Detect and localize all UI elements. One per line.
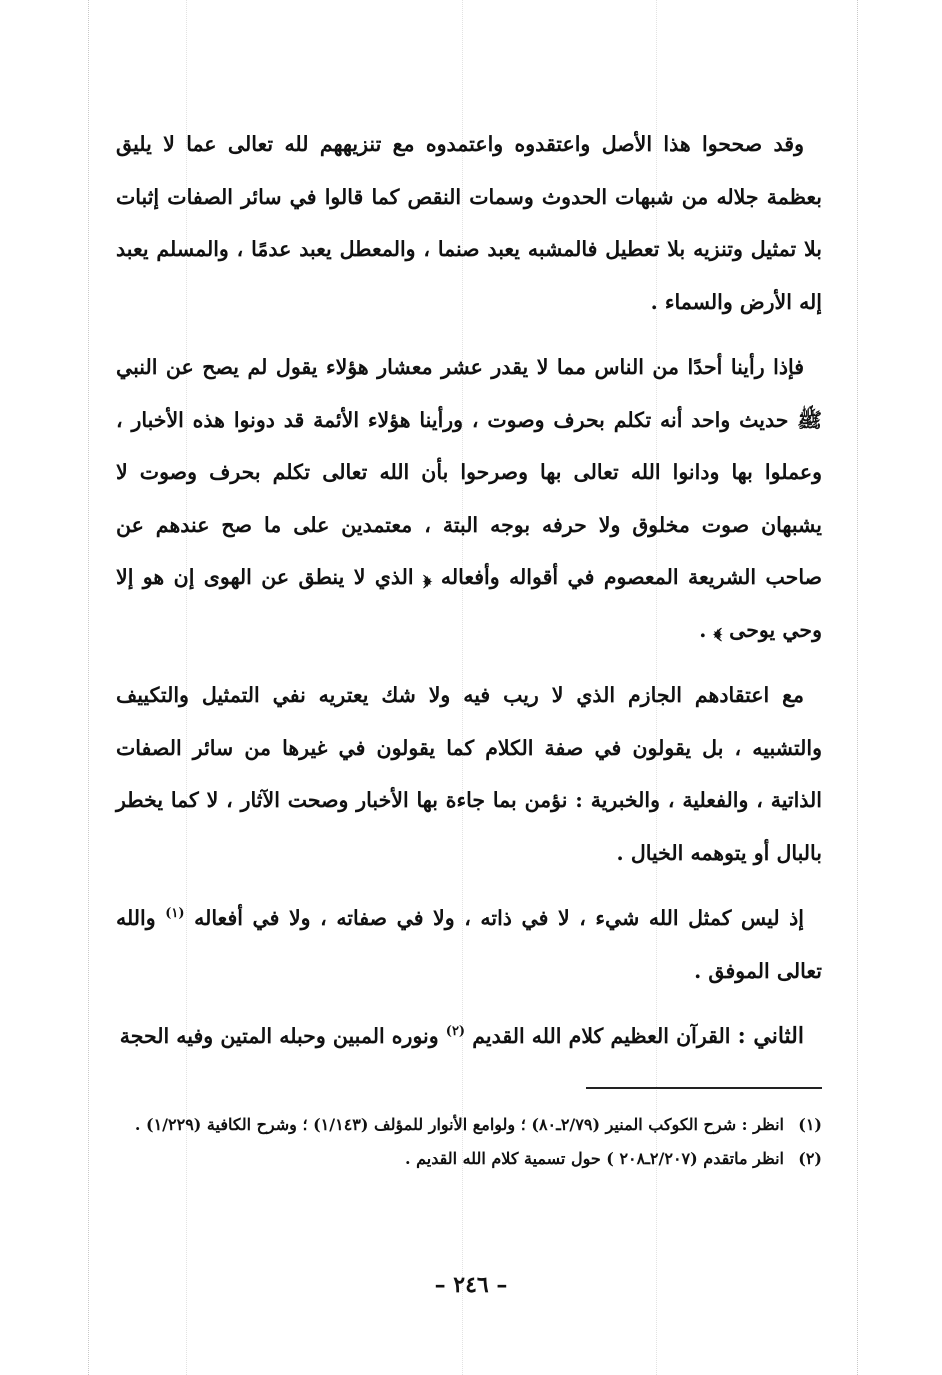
paragraph-1: وقد صححوا هذا الأصل واعتقدوه واعتمدوه مع تنزيههم لله تعالى عما لا يليق بعظمة جلاله من شبهات الحدوث وسمات النقص كما قالوا في سائر الصفات إثبات بلا تمثيل وتنزيه بلا تعطيل فالمشبه يعبد صنما ، والمعطل يعبد عدمًا ، والمسلم يعبد إله الأرض والسماء . xyxy=(116,132,822,314)
paragraph-5-text-cont: ونوره المبين وحبله المتين وفيه الحجة xyxy=(119,1024,439,1048)
footnote-text: انظر ماتقدم (٢/٢٠٧ـ٢٠٨ ) حول تسمية كلام الله القديم . xyxy=(404,1149,784,1168)
main-text xyxy=(116,118,822,1076)
footnote-number: (٢) xyxy=(798,1149,822,1168)
paragraph-3: مع اعتقادهم الجازم الذي لا ريب فيه ولا شك يعتريه نفي التمثيل والتكييف والتشبيه ، بل يقولون في صفة الكلام كما يقولون في غيرها من سائر الصفات الذاتية ، والفعلية ، والخبرية : نؤمن بما جاءة بها الأخبار وصحت الآثار ، لا كما يخطر بالبال أو يتوهمه الخيال . xyxy=(116,683,822,865)
paragraph-5 xyxy=(116,1010,822,1063)
scan-guide-line xyxy=(857,0,858,1375)
footnote-2 xyxy=(116,1142,822,1176)
scan-guide-line xyxy=(88,0,89,1375)
footnote-number: (١) xyxy=(798,1115,822,1134)
footnotes xyxy=(116,1108,822,1176)
page-number: – ٢٤٦ – xyxy=(434,1272,508,1298)
footnote-text: انظر : شرح الكوكب المنير (٢/٧٩ـ٨٠) ؛ ولوامع الأنوار للمؤلف (١/١٤٣) ؛ وشرح الكافية (١/٢٢٩) . xyxy=(134,1115,784,1134)
paragraph-4-text-cont: والله تعالى الموفق . xyxy=(116,906,822,983)
section-lead: الثاني : xyxy=(737,1023,804,1049)
footnote-divider xyxy=(586,1087,822,1089)
footnote-1 xyxy=(116,1108,822,1142)
paragraph-4 xyxy=(116,892,822,997)
paragraph-2: فإذا رأينا أحدًا من الناس مما لا يقدر عشر معشار هؤلاء يقول لم يصح عن النبي ﷺ حديث واحد أنه تكلم بحرف وصوت ، ورأينا هؤلاء الأئمة قد دونوا هذه الأخبار ، وعملوا بها ودانوا الله تعالى بها وصرحوا بأن الله تعالى تكلم بحرف وصوت لا يشبهان صوت مخلوق ولا حرفه بوجه البتة ، معتمدين على ما صح عندهم عن صاحب الشريعة المعصوم في أقواله وأفعاله ﴿ الذي لا ينطق عن الهوى إن هو إلا وحي يوحى ﴾ . xyxy=(116,355,822,642)
paragraph-5-text: القرآن العظيم كلام الله القديم xyxy=(472,1024,731,1048)
paragraph-4-text: إذ ليس كمثل الله شيء ، لا في ذاته ، ولا في صفاته ، ولا في أفعاله xyxy=(194,906,804,930)
footnote-ref-2[interactable]: (٢) xyxy=(445,1024,466,1040)
footnote-ref-1[interactable]: (١) xyxy=(165,906,185,922)
